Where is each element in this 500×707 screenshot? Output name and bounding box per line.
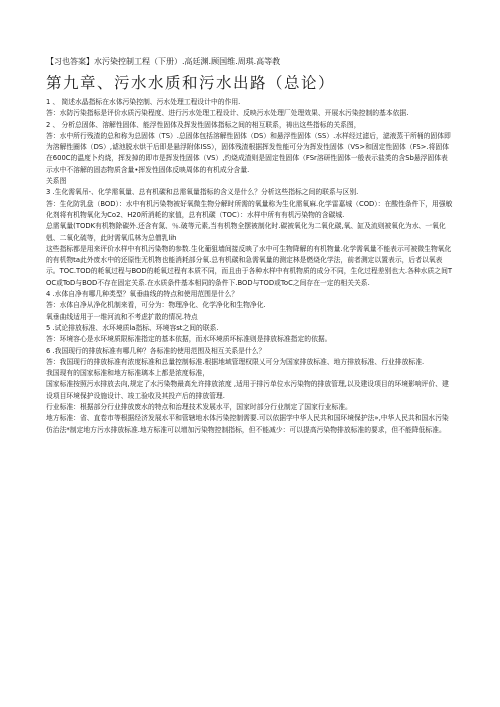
question-1: 1 、 简述水晶指标在水体污染控制、污水处理工程设计中的作用. <box>46 98 241 106</box>
answer-3: 答：生化防乳盘（BOD）：水中有机污染物被好氧微生物分解时所需的氧量称为生化需氧麻.化学雷嘉城（COD）：在酸性条件下，用强敏化剂将有机物氧化为Co2、H20所消耗的家值，总有机碳（TOC）：水样中所有有机污染物的含碳城. <box>46 199 453 219</box>
answer-4-oxygen-sag: 氧垂曲线适用于一维河流和不考虑扩散的情况.特点 <box>46 312 198 321</box>
answer-6-national: 我国现有的国家标准和地方标准璃本上都是浓度标准， <box>46 369 210 378</box>
question-3: 3 .生化需氧吊-、化学需氧量、总有机碳和总需氧量指标的含义是什么？分析这些指标之间的联系与区别. <box>46 188 359 197</box>
document-header: 【习也答案】水污染控制工程（下册）.高廷渊.顾国维.周琪.高等教 <box>46 57 281 66</box>
document-body <box>46 97 454 436</box>
answer-6-local: 地方标准：省、直卷市等根据经济发展水平和管辖地水体污染控制需要.可以依据学中华人民共和国环境保护法»,中华人民共和国水污染仿治法*制定地方污水排放标准.地方标准可以增加污染物控制指标，但不能减少：可以提高污染物排放标准的要求，但不能降低标准。 <box>46 414 449 434</box>
answer-6: 答：我国现行的排放标准有浓度标准和总量控制标准.根据地域管理权限乂可分为国家排放标准、地方排放标准、行业排放标准. <box>46 357 425 366</box>
answer-3-relation: 这些指标都是用来评价水样中有机污染物的参数.生化葡狙墙间接反映了水中可生物降解的有机物量.化学需氧量不能表示可被微生物氧化的有机物ta此外废水中的还原性无机物也能消耗部分氧.总有机碳和急需氧量的测定林是燃烧化学法，前者测定以置表示，后者以氧表示。TOC.TOD的耗氧过程与BOD的耗氧过程有本质不同，而且由于各种水样中有机物质的成分不同，生化过程差别也大.各种水质之间TOC或ToD与BOD不存在固定关系.在水质条件基本相同的条件下.BOD与TOD或ToC之间存在一定的相关关系. <box>46 244 453 287</box>
question-2: 2 、 分析总固体、溶解性固体、能浮性固体及挥发性固体指标之间的相互联系，祷出这些指标的关系图， <box>46 120 361 129</box>
answer-1: 答：水防污染指标是评价水质污染程度、进行污水处理工程设计、反映污水处理厂处理效果、开展水污染控制的基本依据. <box>46 109 409 118</box>
question-4: 4 .水体自净有哪几种类型？氧垂曲线的特点和使用范围是什么？ <box>46 290 239 299</box>
question-5: 5 .试论排放标准、水环境质la指标、环境容st之间的联系. <box>46 323 219 332</box>
answer-6-industry: 行业标准：根据部分行业排放废水的特点和治理技术发展水平，国家时部分行业制定了国家行业标准。 <box>46 403 352 412</box>
chapter-title: 第九章、污水水质和污水出路（总论） <box>46 74 336 92</box>
answer-2: 答：水中所行残渣的总和称为总固体（TS）.总固体包括溶解性固体（DS）和悬浮性固体（SS）.水样经过滤后，滤液蒸干所桶的固体即为溶解性圈体（DS）,谑池脱水烘干后即是悬浮附体ISS），固体残渣根据挥发性能可分为挥发性固体（VS>和固定性固体（FS>.将固体在600C的温度卜灼烧，挥发掉的即市是挥发性固体（VS）,灼烧成渣则是固定性固体（FSr溶研性固体一般表示盐类的含Sb悬浮固体表示水中不溶解的固态物质含量•挥发性固体反映周体的有机成分含量. <box>46 131 451 174</box>
relation-diagram-label: 关系图 <box>46 177 67 186</box>
answer-4: 答：水体自净从净化机制来看，可分为：物理净化、化学净化和生物净化. <box>46 301 266 310</box>
answer-3-tod: 总需氧量(TODK有机物除碳外.还含有氮、％.破等元素,当有机物全摆被制化时.碳被氧化为二氧化碳,氧、缸及流则被氧化为水、一氧化剋、二氧化硫等，此时需氧瓜林为总僧乳lih <box>46 222 446 242</box>
question-6: 6 .我国现行的排放标准有哪几种？各标准的使用范围及相互关系是什么？ <box>46 346 266 355</box>
answer-5: 答：环境容心是水环境质限标准指定的基本依据，而水环境质坏标准则是排放标准指定的依据。 <box>46 335 332 344</box>
answer-6-national-detail: 国家标准按照污水排放去向,规定了水污染物最高允许排放浓度 ,适用于排污单位水污染物的排放管理,以及建设项目的环境影响评价、建设项目环境保护设施设计、竣工验收及其投产后的排放管理. <box>46 380 449 400</box>
